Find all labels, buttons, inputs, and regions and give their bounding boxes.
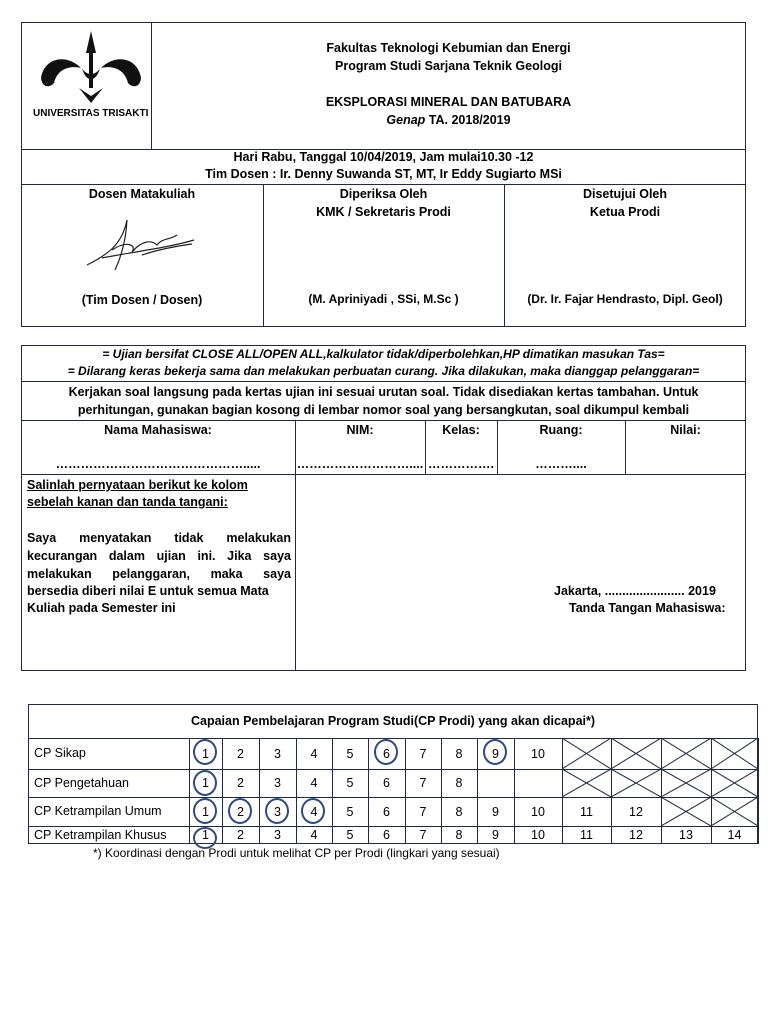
- instruction-line-2: perhitungan, gunakan bagian kosong di lembar nomor soal yang bersangkutan, soal dikumpul kembali: [77, 403, 690, 417]
- cp-cell[interactable]: 1: [202, 746, 209, 761]
- cp-cell[interactable]: 6: [383, 828, 390, 842]
- cp-cell[interactable]: 2: [237, 746, 244, 761]
- sig-subtitle-2: KMK / Sekretaris Prodi: [316, 205, 451, 219]
- year: TA. 2018/2019: [428, 113, 511, 127]
- cp-circle-mark: [265, 798, 289, 824]
- cp-cell[interactable]: 8: [455, 804, 463, 819]
- cp-crossed-cell: [562, 769, 611, 797]
- cp-row-label: CP Pengetahuan: [34, 775, 129, 790]
- cp-crossed-cell: [611, 769, 661, 797]
- rule-line-1: = Ujian bersifat CLOSE ALL/OPEN ALL,kalkulator tidak/diperbolehkan,HP dimatikan masukan Tas=: [102, 347, 665, 361]
- cp-crossed-cell: [661, 769, 711, 797]
- cp-cell[interactable]: 2: [237, 776, 244, 790]
- cp-circle-mark: [193, 798, 217, 824]
- academic-year: [151, 112, 746, 129]
- cp-circle-mark: [483, 739, 507, 765]
- cp-cell[interactable]: 3: [274, 828, 281, 842]
- cp-cell[interactable]: 12: [629, 804, 643, 819]
- signature-label: Tanda Tangan Mahasiswa:: [569, 601, 726, 615]
- kelas-label: Kelas:: [442, 423, 480, 437]
- cp-cell[interactable]: 7: [419, 776, 427, 790]
- sig-title-1: Dosen Matakuliah: [88, 187, 196, 201]
- statement-body-2: kecurangan dalam ujian ini. Jika saya: [27, 549, 291, 563]
- statement-body-4: bersedia diberi nilai E untuk semua Mata: [27, 584, 269, 598]
- cp-row-label: CP Sikap: [34, 746, 86, 760]
- cp-cell[interactable]: 7: [419, 828, 427, 842]
- cp-cell[interactable]: 6: [383, 746, 390, 761]
- cp-cell[interactable]: 10: [531, 746, 545, 761]
- statement-body-3: melakukan pelanggaran, maka saya: [27, 567, 291, 581]
- cp-cell[interactable]: 1: [202, 776, 209, 790]
- cp-cell[interactable]: 8: [455, 776, 463, 790]
- place-date-field[interactable]: Jakarta, ....................... 2019: [554, 584, 716, 598]
- cp-cell[interactable]: 5: [346, 828, 354, 842]
- rule-line-2: = Dilarang keras bekerja sama dan melakukan perbuatan curang. Jika dilakukan, maka dianggap pelanggaran=: [67, 364, 700, 378]
- cp-cell[interactable]: 14: [727, 828, 742, 842]
- cp-cell[interactable]: 11: [580, 804, 593, 819]
- cp-circle-mark: [374, 739, 398, 765]
- cp-cell[interactable]: 4: [310, 746, 318, 761]
- statement-body-5: Kuliah pada Semester ini: [27, 601, 176, 615]
- statement-heading-1: Salinlah pernyataan berikut ke kolom: [27, 478, 248, 492]
- sig-name-2: (M. Apriniyadi , SSi, M.Sc ): [308, 292, 459, 306]
- cp-crossed-cell: [661, 738, 711, 769]
- kelas-field[interactable]: …………….: [428, 457, 494, 471]
- cp-cell[interactable]: 7: [419, 804, 427, 819]
- cp-cell[interactable]: 4: [310, 804, 318, 819]
- cp-row-label: CP Ketrampilan Khusus: [34, 827, 167, 842]
- sig-subtitle-3: Ketua Prodi: [589, 205, 661, 219]
- nim-label: NIM:: [346, 423, 374, 437]
- cp-cell[interactable]: 10: [531, 828, 545, 842]
- cp-cell[interactable]: 9: [492, 828, 499, 842]
- cp-cell[interactable]: 3: [274, 776, 281, 790]
- sig-name-1: (Tim Dosen / Dosen): [81, 293, 203, 307]
- handwritten-signature: [82, 210, 202, 275]
- cp-crossed-cell: [711, 738, 758, 769]
- cp-cell[interactable]: 4: [310, 776, 318, 790]
- cp-cell[interactable]: 6: [383, 776, 390, 790]
- semester: Genap: [386, 113, 426, 127]
- cp-crossed-cell: [562, 738, 611, 769]
- cp-circle-mark: [228, 798, 252, 824]
- cp-circle-mark: [193, 739, 217, 765]
- cp-cell[interactable]: 1: [202, 804, 209, 819]
- cp-cell[interactable]: 8: [455, 746, 463, 761]
- cp-cell[interactable]: 13: [679, 828, 693, 842]
- cp-cell[interactable]: 5: [346, 804, 354, 819]
- cp-cell[interactable]: 7: [419, 746, 427, 761]
- cp-cell[interactable]: 3: [274, 746, 281, 761]
- sig-title-2: Diperiksa Oleh: [339, 187, 428, 201]
- cp-cell[interactable]: 6: [383, 804, 390, 819]
- instruction-line-1: Kerjakan soal langsung pada kertas ujian ini sesuai urutan soal. Tidak disediakan kertas tambahan. Untuk: [68, 385, 699, 399]
- program-name: Program Studi Sarjana Teknik Geologi: [335, 59, 562, 73]
- cp-crossed-cell: [711, 797, 758, 826]
- cp-row-label: CP Ketrampilan Umum: [34, 804, 162, 818]
- cp-cell[interactable]: 9: [492, 804, 499, 819]
- cp-cell[interactable]: 4: [310, 828, 318, 842]
- ruang-field[interactable]: ………....: [535, 457, 587, 471]
- cp-cell[interactable]: 2: [237, 804, 244, 819]
- cp-cell[interactable]: 5: [346, 746, 354, 761]
- cp-cell[interactable]: 11: [580, 828, 593, 842]
- student-name-label: Nama Mahasiswa:: [104, 423, 212, 437]
- cp-cell[interactable]: 10: [531, 804, 545, 819]
- university-name: UNIVERSITAS TRISAKTI: [33, 108, 149, 119]
- student-name-field[interactable]: ……………………………………….....: [55, 457, 261, 471]
- statement-heading-2: sebelah kanan dan tanda tangani:: [27, 495, 228, 509]
- course-title: EKSPLORASI MINERAL DAN BATUBARA: [325, 95, 572, 109]
- nim-field[interactable]: ………………………....: [296, 457, 424, 471]
- cp-table-title: Capaian Pembelajaran Program Studi(CP Prodi) yang akan dicapai*): [190, 714, 596, 728]
- cp-cell[interactable]: 8: [455, 828, 463, 842]
- faculty-name: Fakultas Teknologi Kebumian dan Energi: [326, 41, 571, 55]
- cp-footnote: *) Koordinasi dengan Prodi untuk melihat CP per Prodi (lingkari yang sesuai): [93, 846, 500, 860]
- exam-date-line: Hari Rabu, Tanggal 10/04/2019, Jam mulai10.30 -12: [233, 150, 534, 164]
- cp-crossed-cell: [711, 769, 758, 797]
- cp-cell[interactable]: 3: [274, 804, 281, 819]
- statement-body-1: Saya menyatakan tidak melakukan: [27, 531, 291, 545]
- cp-circle-mark: [193, 770, 217, 796]
- cp-circle-mark: [301, 798, 325, 824]
- cp-cell[interactable]: 9: [492, 746, 499, 761]
- cp-crossed-cell: [611, 738, 661, 769]
- cp-cell[interactable]: 1: [202, 828, 209, 842]
- lecturer-team-line: Tim Dosen : Ir. Denny Suwanda ST, MT, Ir Eddy Sugiarto MSi: [205, 167, 562, 181]
- cp-crossed-cell: [661, 797, 711, 826]
- sig-title-3: Disetujui Oleh: [582, 187, 668, 201]
- nilai-label: Nilai:: [670, 423, 701, 437]
- cp-cell[interactable]: 12: [629, 828, 643, 842]
- sig-name-3: (Dr. Ir. Fajar Hendrasto, Dipl. Geol): [527, 292, 723, 306]
- cp-cell[interactable]: 2: [237, 828, 244, 842]
- university-logo: [36, 28, 146, 108]
- ruang-label: Ruang:: [539, 423, 583, 437]
- cp-cell[interactable]: 5: [346, 776, 354, 790]
